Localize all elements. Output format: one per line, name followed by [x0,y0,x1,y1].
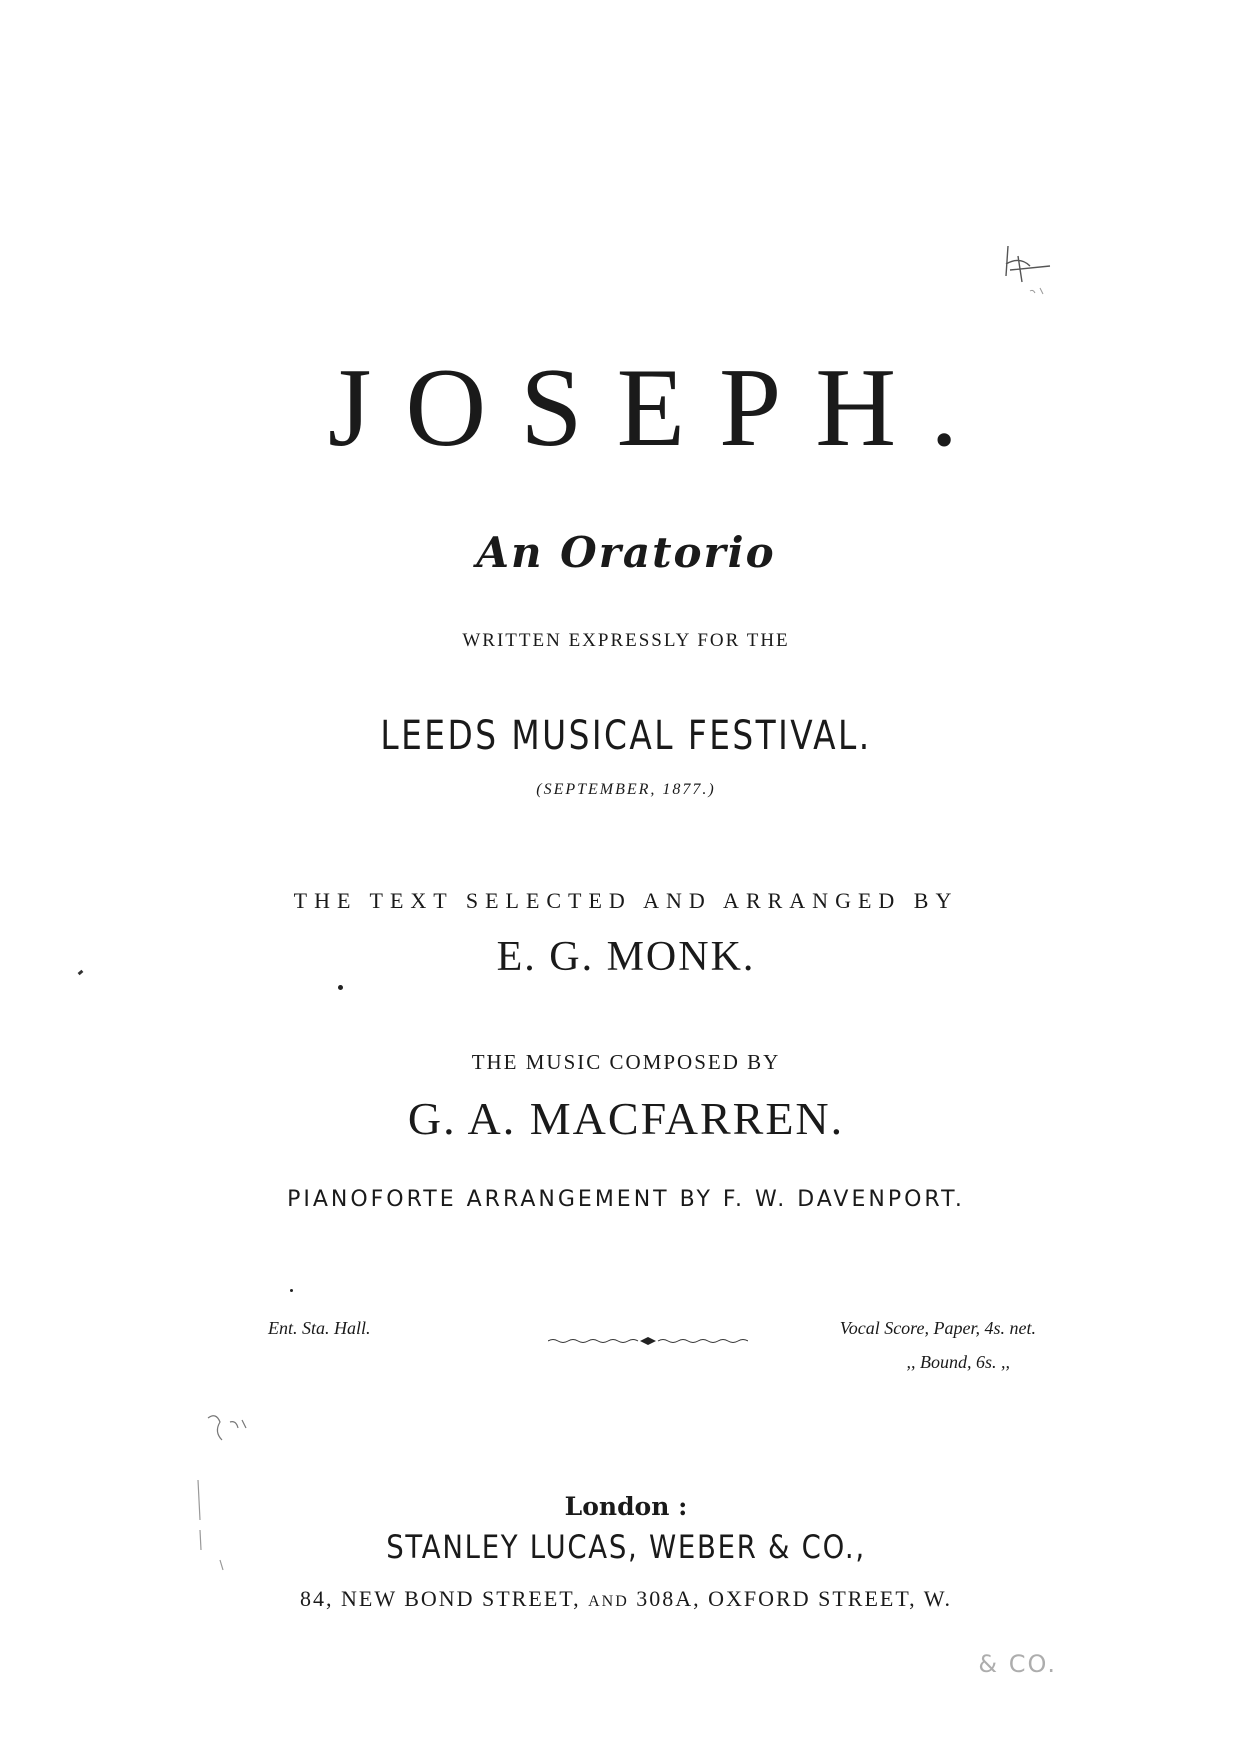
subtitle: An Oratorio [476,528,776,577]
pencil-mark-top-right [1000,236,1060,306]
address-part-1: 84, NEW BOND STREET, [300,1586,589,1611]
faded-stamp: & CO. [978,1650,1057,1678]
price-bound: ,, Bound, 6s. ,, [906,1352,1010,1372]
festival-date: (SEPTEMBER, 1877.) [536,781,716,798]
registration-note: Ent. Sta. Hall. [268,1318,371,1338]
price-paper: Vocal Score, Paper, 4s. net. [839,1318,1036,1338]
publisher: STANLEY LUCAS, WEBER & CO., [386,1528,866,1566]
arrangement-credit: PIANOFORTE ARRANGEMENT BY F. W. DAVENPORT. [287,1187,965,1212]
address-and: AND [588,1593,629,1610]
address-part-2: 308A, OXFORD STREET, W. [628,1586,952,1611]
festival-name: LEEDS MUSICAL FESTIVAL. [380,713,872,759]
music-credit: THE MUSIC COMPOSED BY [471,1050,781,1074]
ink-speck [290,1289,293,1292]
title: JOSEPH. [327,346,993,470]
ink-speck [338,985,343,990]
text-author: E. G. MONK. [496,934,756,980]
ornament-rule [548,1334,748,1348]
place-of-publication: London : [564,1492,688,1521]
publisher-address [0,1586,1252,1612]
text-credit: THE TEXT SELECTED AND ARRANGED BY [293,888,959,913]
written-for: WRITTEN EXPRESSLY FOR THE [462,630,790,651]
composer: G. A. MACFARREN. [407,1093,845,1144]
